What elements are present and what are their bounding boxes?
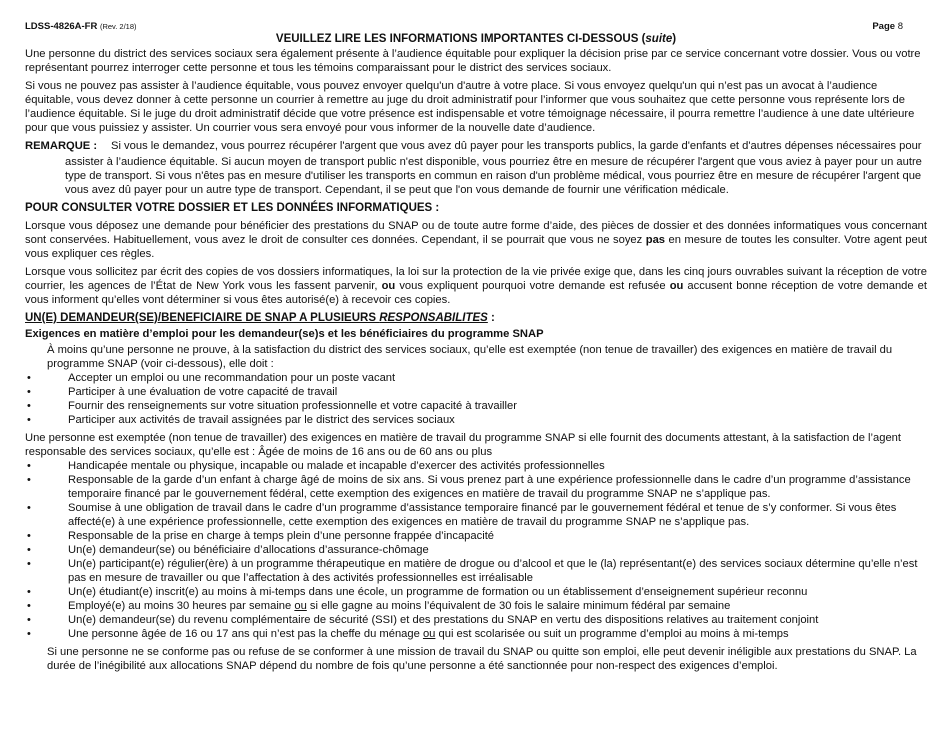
dossier-p2-a: Lorsque vous sollicitez par écrit des copies de vos dossiers informatiques, la loi sur la protection de la vie privée exige que, dans les cinq jours ouvrables suivant la réception de votre courrier, les agences de l’État de New York vous les fassent parvenir, (25, 266, 927, 292)
duty-item: • Participer aux activités de travail assignées par le district des services sociaux (25, 413, 927, 427)
sanction-paragraph: Si une personne ne se conforme pas ou refuse de se conformer à une mission de travail du SNAP ou quitte son emploi, elle peut devenir inéligible aux prestations du SNAP. La durée de l’inégibilité aux allocations SNAP dépend du nombre de fois qu’une personne a été sanctionnée pour non-respect des exigences d’emploi. (47, 646, 917, 672)
employment-requirements-heading: Exigences en matière d’emploi pour les demandeur(se)s et les bénéficiaires du programme SNAP (25, 328, 544, 340)
page-title (25, 33, 927, 45)
intro-paragraph-2: Si vous ne pouvez pas assister à l’audience équitable, vous pouvez envoyer quelqu'un d'autre à votre place. Si vous envoyez quelqu'un qui n’est pas un avocat à l’audience équitable, vous devez donner à cette personne un courrier à remettre au juge du droit administratif pour l’informer que vous souhaitez que cette personne vous représente lors de l’audience équitable. Si le juge du droit administratif décide que votre présence est indispensable et votre témoignage nécessaire, il pourra remettre l’audience à une date ultérieure pour que vous puissiez y assister. Un courrier vous sera envoyé pour vous informer de la nouvelle date d’audience. (25, 80, 915, 134)
remarque-text-first: Si vous le demandez, vous pourrez récupérer l'argent que vous avez dû payer pour les transports publics, la garde d'enfants et d'autres dépenses nécessaires pour (111, 140, 922, 152)
dossier-paragraph-2 (25, 265, 927, 307)
dossier-heading: POUR CONSULTER VOTRE DOSSIER ET LES DONNÉES INFORMATIQUES : (25, 202, 440, 214)
form-revision: (Rev. 2/18) (99, 22, 137, 31)
dossier-paragraph-1 (25, 219, 927, 261)
exemption-item: • Un(e) participant(e) régulier(ère) à un programme thérapeutique en matière de drogue ou d’alcool et que le (la) représentant(e) des services sociaux détermine qu’elle n’est pas en mesure de travailler ou que l’affectation à des activités professionnelles est irréalisable (25, 557, 927, 585)
exemptions-list (25, 459, 927, 641)
dossier-p2-c: accusent bonne réception de votre demande et vous informent qu’elles vont déterminer si vous êtes autorisé(e) à recevoir ces copies. (25, 280, 927, 306)
exemption-item: • Soumise à une obligation de travail dans le cadre d’un programme d’assistance temporaire financé par le gouvernement fédéral et tenue de s’y conformer. Si vous êtes affecté(e) à une expérience professionnelle, cette exemption des exigences en matière de travail du programme SNAP ne s’applique pas. (25, 501, 927, 529)
dossier-p1-b: en mesure de toutes les consulter. Votre agent peut vous expliquer ces règles. (25, 234, 928, 260)
dossier-p1-a: Lorsque vous déposez une demande pour bénéficier des prestations du SNAP ou de toute autre forme d’aide, des pièces de dossier et des données informatiques vous concernant sont conservées. Habituellement, vous avez le droit de consulter ces données. Cependant, il se pourrait que vous ne soyez (25, 220, 927, 246)
remarque-text-rest: assister à l’audience équitable. Si aucun moyen de transport public n'est disponible, vous pourriez être en mesure de récupérer l'argent que vous aviez à payer pour un autre type de transport. Si vous n'êtes pas en mesure d'utiliser les transports en commun en raison d'un problème médical, vous pourriez être en mesure de récupérer l'argent que vous avez dû payer pour un autre type de transport. Cependant, il se peut que l'on vous demande de fournir une vérification médicale. (65, 156, 922, 196)
responsibilities-heading-text: UN(E) DEMANDEUR(SE)/BENEFICIAIRE DE SNAP A PLUSIEURS (25, 312, 376, 324)
dossier-p1-bold: pas (645, 234, 666, 246)
page-label: Page (872, 21, 896, 32)
exemption-item: • Handicapée mentale ou physique, incapable ou malade et incapable d’exercer des activités professionnelles (25, 459, 927, 473)
responsibilities-heading-end: : (487, 312, 495, 324)
requirements-intro: À moins qu’une personne ne prouve, à la satisfaction du district des services sociaux, qu’elle est exemptée (non tenue de travailler) des exigences en matière de travail du programme SNAP (voir ci-dessous), elle doit : (47, 344, 893, 370)
exemption-item: • Un(e) étudiant(e) inscrit(e) au moins à mi-temps dans une école, un programme de formation ou un établissement d’enseignement supérieur reconnu (25, 585, 927, 599)
dossier-p2-ou-1: ou (381, 280, 396, 292)
exemption-intro: Une personne est exemptée (non tenue de travailler) des exigences en matière de travail du programme SNAP si elle fournit des documents attestant, à la satisfaction de l’agent responsable des services sociaux, qu’elle est : Âgée de moins de 16 ans ou de 60 ans ou plus (25, 432, 902, 458)
exemption-age-ou: ou (422, 628, 436, 640)
exemption-item-age (25, 627, 927, 641)
responsibilities-heading (25, 311, 927, 325)
exemption-worker-ou: ou (294, 600, 307, 612)
remarque-label: REMARQUE : (25, 140, 98, 152)
exemption-age-b: qui est scolarisée ou suit un programme d’emploi au moins à mi-temps (438, 628, 789, 640)
exemption-item-worker (25, 599, 927, 613)
exemption-age-a: Une personne âgée de 16 ou 17 ans qui n’est pas la cheffe du ménage (68, 628, 420, 640)
remarque-block (25, 139, 927, 153)
title-text: VEUILLEZ LIRE LES INFORMATIONS IMPORTANTES CI-DESSOUS ( (275, 33, 646, 45)
exemption-item-ssi: • Un(e) demandeur(se) du revenu complémentaire de sécurité (SSI) et des prestations du SNAP en vertu des dispositions relatives au traitement conjoint (25, 613, 927, 627)
duty-item: • Fournir des renseignements sur votre situation professionnelle et votre capacité à travailler (25, 399, 927, 413)
responsibilities-heading-italic: RESPONSABILITES (379, 312, 488, 324)
duty-item: • Accepter un emploi ou une recommandation pour un poste vacant (25, 371, 927, 385)
intro-paragraph-1: Une personne du district des services sociaux sera également présente à l’audience équitable pour expliquer la décision prise par ce service concernant votre dossier. Vous ou votre représentant pourrez interroger cette personne et tous les témoins comparaissant pour le district des services sociaux. (25, 48, 921, 74)
duties-list (25, 371, 927, 427)
form-id (25, 21, 137, 32)
dossier-p2-b: vous expliquent pourquoi votre demande est refusée (399, 280, 666, 292)
exemption-item: • Responsable de la prise en charge à temps plein d’une personne frappée d’incapacité (25, 529, 927, 543)
exemption-worker-a: Employé(e) au moins 30 heures par semaine (68, 600, 292, 612)
page-number-value: 8 (897, 21, 903, 32)
dossier-p2-ou-2: ou (669, 280, 684, 292)
form-id-code: LDSS-4826A-FR (25, 21, 98, 32)
page-header (25, 19, 927, 33)
page-number (872, 21, 903, 32)
exemption-worker-b: si elle gagne au moins l’équivalent de 30 fois le salaire minimum fédéral par semaine (309, 600, 731, 612)
title-italic: suite (645, 33, 673, 45)
exemption-item: • Responsable de la garde d’un enfant à charge âgé de moins de six ans. Si vous prenez part à une expérience professionnelle dans le cadre d’un programme d’assistance temporaire financé par le gouvernement fédéral, cette exemption des exigences en matière de travail du programme SNAP ne s’applique pas. (25, 473, 927, 501)
exemption-item: • Un(e) demandeur(se) ou bénéficiaire d’allocations d’assurance-chômage (25, 543, 927, 557)
responsibilities-heading-underlined (25, 312, 488, 324)
duty-item: • Participer à une évaluation de votre capacité de travail (25, 385, 927, 399)
title-close: ) (672, 33, 677, 45)
